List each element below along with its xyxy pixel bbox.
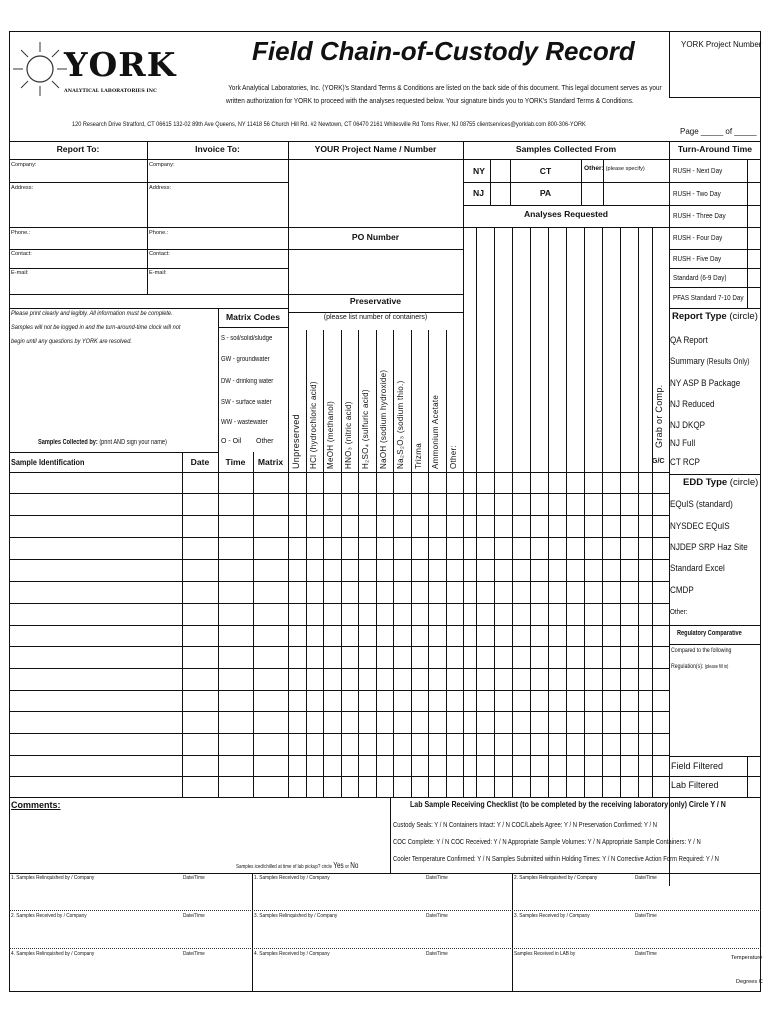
instructions-line-3: begin until any questions by YORK are resolved.	[11, 338, 132, 345]
turnaround-checkbox[interactable]	[747, 287, 761, 308]
datetime-field[interactable]: Date/Time	[426, 951, 448, 957]
preservative-subheader: (please list number of containers)	[323, 314, 428, 321]
datetime-field[interactable]: Date/Time	[635, 951, 657, 957]
time-header: Time	[225, 457, 246, 467]
page-title: Field Chain-of-Custody Record	[252, 36, 635, 66]
sample-id-cell[interactable]	[10, 756, 181, 775]
edd-type-option[interactable]: NYSDEC EQuIS	[670, 521, 730, 532]
report-type-option[interactable]: NY ASP B Package	[670, 378, 741, 389]
turnaround-option: Standard (6-9 Day)	[673, 272, 727, 282]
edd-type-option[interactable]: NJDEP SRP Haz Site	[670, 542, 748, 553]
state-ny: NY	[473, 166, 485, 176]
checklist-line-3: Cooler Temperature Confirmed: Y / N Samples Submitted within Holding Times: Y / N Corrective Action Form Required: Y / N	[393, 854, 719, 863]
signature-field[interactable]: 3. Samples Relinquished by / Company	[254, 913, 338, 919]
report-type-option[interactable]: NJ DKQP	[670, 420, 706, 431]
state-ct: CT	[539, 166, 552, 176]
page-of-label[interactable]: Page _____ of _____	[680, 127, 757, 136]
invoice-address-field[interactable]: Address:	[149, 185, 172, 191]
logo-name: YORK	[64, 45, 177, 84]
edd-type-option[interactable]: EQuIS (standard)	[670, 499, 733, 510]
analyses-requested-header: Analyses Requested	[523, 209, 609, 219]
report-type-option[interactable]: CT RCP	[670, 457, 700, 468]
logo-subtitle: ANALYTICAL LABORATORIES INC	[64, 88, 157, 94]
sample-identification-header: Sample Identification	[11, 457, 85, 467]
turnaround-option: RUSH - Next Day	[673, 165, 723, 175]
state-other: Other: (please specify)	[584, 165, 645, 172]
samples-collected-by: Samples Collected by: (print AND sign your name)	[38, 439, 167, 446]
signature-field[interactable]: 1. Samples Received by / Company	[254, 875, 330, 881]
grab-or-comp-label: Grab or Comp.	[654, 384, 664, 448]
turnaround-checkbox[interactable]	[747, 205, 761, 227]
preservative-column-label: H₂SO₄ (sulfuric acid)	[361, 389, 370, 469]
report-type-option[interactable]: NJ Full	[670, 438, 696, 449]
chilled-question[interactable]: Samples iced/chilled at time of lab pickup? circle Yes or No	[236, 861, 359, 870]
turnaround-header: Turn-Around Time	[677, 144, 753, 154]
report-email-field[interactable]: E-mail:	[11, 270, 29, 276]
sample-id-cell[interactable]	[10, 582, 181, 602]
signature-field[interactable]: 1. Samples Relinquished by / Company	[11, 875, 95, 881]
matrix-code: DW - drinking water	[221, 378, 274, 385]
datetime-field[interactable]: Date/Time	[183, 875, 205, 881]
signature-field[interactable]: 2. Samples Relinquished by / Company	[514, 875, 598, 881]
sample-id-cell[interactable]	[10, 669, 181, 689]
report-company-field[interactable]: Company:	[11, 162, 37, 168]
sample-id-cell[interactable]	[10, 473, 181, 492]
matrix-code-oil: O - Oil	[221, 438, 242, 445]
sample-id-cell[interactable]	[10, 647, 181, 667]
datetime-field[interactable]: Date/Time	[635, 875, 657, 881]
preservative-header: Preservative	[349, 296, 402, 306]
sample-id-cell[interactable]	[10, 712, 181, 732]
sample-id-cell[interactable]	[10, 777, 181, 796]
instructions-line-1: Please print clearly and legibly. All information must be complete.	[11, 310, 173, 317]
turnaround-checkbox[interactable]	[747, 159, 761, 182]
preservative-column-label: Trizma	[414, 443, 423, 469]
signature-field[interactable]: 4. Samples Received by / Company	[254, 951, 330, 957]
invoice-company-field[interactable]: Company:	[149, 162, 175, 168]
sun-icon	[12, 40, 72, 98]
regulatory-line-1: Compared to the following	[671, 647, 732, 654]
datetime-field[interactable]: Date/Time	[426, 913, 448, 919]
matrix-code: WW - wastewater	[221, 419, 268, 426]
turnaround-option: PFAS Standard 7-10 Day	[673, 292, 744, 302]
comments-label[interactable]: Comments:	[11, 800, 61, 810]
addresses-line: 120 Research Drive Stratford, CT 06615 132-02 89th Ave Queens, NY 11418 56 Church Hill Rd. #2 Newtown, CT 06470 2161 Whitesville Rd Toms River, NJ 08755 clientservices@yorklab.com 800-306-YORK	[72, 121, 586, 128]
report-phone-field[interactable]: Phone.:	[11, 230, 31, 236]
degrees-label: Degrees C	[736, 979, 763, 985]
turnaround-checkbox[interactable]	[747, 249, 761, 268]
matrix-header: Matrix	[257, 457, 284, 467]
preservative-column-label: Unpreserved	[291, 414, 301, 469]
turnaround-option: RUSH - Three Day	[673, 211, 726, 220]
field-filtered-label: Field Filtered	[671, 761, 724, 771]
sample-id-cell[interactable]	[10, 734, 181, 754]
checklist-line-2: COC Complete: Y / N COC Received: Y / N Appropriate Sample Volumes: Y / N Appropriate Sample Containers: Y / N	[393, 837, 701, 846]
signature-field[interactable]: 2. Samples Received by / Company	[11, 913, 87, 919]
preservative-column-label: Na₂S₂O₃ (sodium thio.)	[396, 380, 405, 469]
sample-id-cell[interactable]	[10, 626, 181, 645]
preservative-column-label: HNO₃ (nitric acid)	[344, 401, 353, 469]
report-contact-field[interactable]: Contact:	[11, 251, 32, 257]
sample-id-cell[interactable]	[10, 494, 181, 514]
invoice-to-header: Invoice To:	[195, 144, 240, 154]
edd-type-option[interactable]: Other:	[670, 607, 688, 616]
gc-label: G/C	[652, 458, 665, 465]
po-number-label: PO Number	[351, 232, 400, 242]
datetime-field[interactable]: Date/Time	[183, 951, 205, 957]
invoice-phone-field[interactable]: Phone.:	[149, 230, 169, 236]
report-to-header: Report To:	[56, 144, 100, 154]
report-type-option[interactable]: Summary (Results Only)	[670, 356, 750, 367]
matrix-code: SW - surface water	[221, 399, 272, 406]
terms-line-2: written authorization for YORK to proceed with the analyses requested below. Your signature binds you to YORK's Standard Terms & Conditions.	[225, 96, 634, 105]
checklist-header: Lab Sample Receiving Checklist (to be completed by the receiving laboratory only) Circle Y / N	[410, 800, 726, 809]
turnaround-checkbox[interactable]	[747, 268, 761, 287]
preservative-column-label: NaOH (sodium hydroxide)	[379, 369, 388, 469]
state-pa: PA	[539, 188, 552, 198]
project-name-header: YOUR Project Name / Number	[314, 144, 437, 154]
edd-type-header: EDD Type (circle)	[683, 477, 759, 488]
preservative-column-label: Ammonium Acetate	[431, 394, 440, 469]
preservative-column-label: HCl (hydrochloric acid)	[309, 381, 318, 469]
turnaround-checkbox[interactable]	[747, 182, 761, 205]
signature-field[interactable]: 4. Samples Relinquished by / Company	[11, 951, 95, 957]
lab-filtered-label: Lab Filtered	[671, 780, 719, 790]
matrix-code-other: Other	[256, 438, 274, 445]
preservative-column-label: Other:	[449, 444, 458, 469]
project-number-label: YORK Project Number	[681, 40, 762, 49]
turnaround-option: RUSH - Two Day	[673, 188, 721, 198]
sample-id-cell[interactable]	[10, 538, 181, 558]
instructions-line-2: Samples will not be logged in and the turn-around-time clock will not	[11, 324, 181, 331]
date-header: Date	[190, 457, 210, 467]
report-type-header: Report Type (circle)	[672, 311, 758, 322]
signature-field[interactable]: Samples Received in LAB by	[514, 951, 576, 957]
turnaround-checkbox[interactable]	[747, 227, 761, 249]
turnaround-option: RUSH - Four Day	[673, 233, 723, 242]
invoice-email-field[interactable]: E-mail:	[149, 270, 167, 276]
datetime-field[interactable]: Date/Time	[183, 913, 205, 919]
turnaround-option: RUSH - Five Day	[673, 253, 722, 263]
samples-from-header: Samples Collected From	[515, 144, 617, 154]
report-address-field[interactable]: Address:	[11, 185, 34, 191]
regulatory-line-2[interactable]: Regulation(s): (please fill in)	[671, 663, 729, 670]
matrix-codes-header: Matrix Codes	[226, 312, 280, 322]
datetime-field[interactable]: Date/Time	[635, 913, 657, 919]
terms-line-1: York Analytical Laboratories, Inc. (YORK)'s Standard Terms & Conditions are listed on the back side of this document. This legal document serves as your	[228, 83, 662, 92]
york-logo	[12, 38, 182, 100]
temperature-label: Temperature	[731, 955, 763, 961]
datetime-field[interactable]: Date/Time	[426, 875, 448, 881]
sample-id-cell[interactable]	[10, 560, 181, 580]
invoice-contact-field[interactable]: Contact:	[149, 251, 170, 257]
matrix-code: GW - groundwater	[221, 356, 270, 363]
checklist-line-1: Custody Seals: Y / N Containers Intact: Y / N COC/Labels Agree: Y / N Preservation Confirmed: Y / N	[393, 820, 658, 829]
edd-type-option[interactable]: CMDP	[670, 585, 694, 596]
sample-id-cell[interactable]	[10, 691, 181, 710]
signature-field[interactable]: 3. Samples Received by / Company	[514, 913, 590, 919]
sample-id-cell[interactable]	[10, 516, 181, 536]
sample-id-cell[interactable]	[10, 604, 181, 624]
report-type-option[interactable]: QA Report	[670, 335, 708, 346]
edd-type-option[interactable]: Standard Excel	[670, 563, 725, 574]
state-nj: NJ	[473, 188, 484, 198]
report-type-option[interactable]: NJ Reduced	[670, 399, 715, 410]
matrix-code: S - soil/solid/sludge	[221, 335, 273, 342]
preservative-column-label: MeOH (methanol)	[326, 400, 335, 469]
regulatory-header: Regulatory Comparative	[677, 630, 742, 637]
